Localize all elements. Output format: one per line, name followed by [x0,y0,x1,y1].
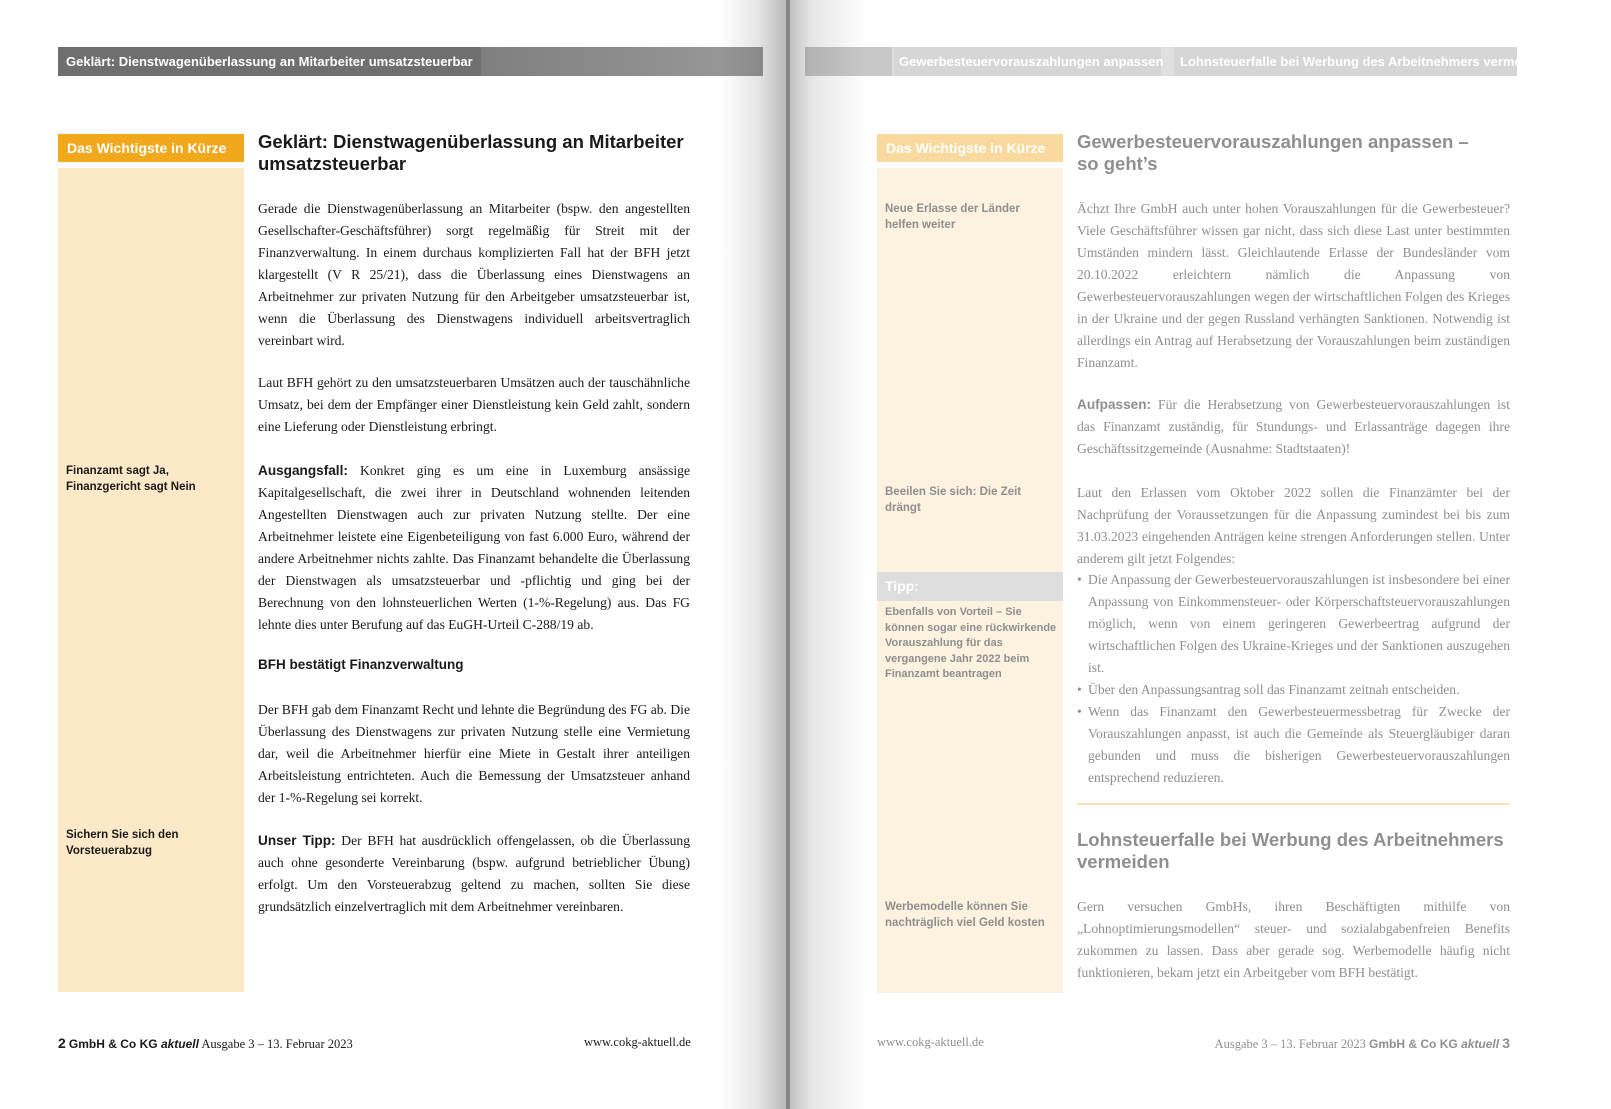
article-paragraph-ausgangsfall [258,460,690,636]
article-subhead: BFH bestätigt Finanzverwaltung [258,657,464,672]
gewerbesteuer-bullet-list [1077,569,1510,789]
side-note-finanzamt: Finanzamt sagt Ja, Finanzgericht sagt Nein [66,465,196,493]
publication-name-italic: aktuell [1461,1037,1500,1051]
publication-name [1369,1037,1499,1051]
ausgangsfall-text: Konkret ging es um eine in Luxemburg ansässige Kapitalgesellschaft, die zwei ihrer in Deutschland wohnenden leitenden Angestellten Dienstwagen auch zur privaten Nutzung stellte. Der eine Arbeitnehmer leistete eine Eigenbeteiligung von fast 6.000 Euro, während der andere Arbeitnehmer nichts zahlte. Das Finanzamt behandelte die Überlassung der Dienstwagen als umsatzsteuerbar und -pflichtig und ging bei der Berechnung von den lohnsteuerlichen Werten (1-%-Regelung) aus. Das FG lehnte dies unter Berufung auf das EuGH-Urteil C-288/19 ab. [258,463,690,632]
header-bar [58,47,763,76]
publication-name [69,1037,199,1051]
header-bar-title: Geklärt: Dienstwagenüberlassung an Mitarbeiter umsatzsteuerbar [58,47,481,76]
page-number: 3 [1502,1035,1510,1051]
aufpassen-lead: Aufpassen: [1077,397,1152,412]
article-title-lohnsteuerfalle: Lohnsteuerfalle bei Werbung des Arbeitnehmers vermeiden [1077,829,1504,872]
footer-left [58,1035,353,1052]
side-note-zeit: Beeilen Sie sich: Die Zeit drängt [885,486,1022,514]
tipp-lead: Unser Tipp: [258,833,336,848]
publication-name-main: GmbH & Co KG [68,1037,158,1051]
right-page [786,0,1611,1109]
footer-right [1215,1035,1510,1052]
gewerbesteuer-paragraph-erlasse: Laut den Erlassen vom Oktober 2022 sollen die Finanzämter bei der Nachprüfung der Voraussetzungen für die Anpassung zumindest bei bis zum 31.03.2023 eingehenden Anträgen keine strengen Anforderungen stellen. Unter anderem gilt jetzt Folgendes: [1077,485,1510,566]
publication-name-main: GmbH & Co KG [1369,1037,1458,1051]
kurz-box-sidebar [58,168,244,992]
article-paragraph-tipp [258,830,690,918]
gewerbesteuer-paragraph-intro: Ächzt Ihre GmbH auch unter hohen Vorauszahlungen für die Gewerbesteuer? Viele Geschäftsführer wissen gar nicht, dass sich diese Last unter bestimmten Umständen mindern lässt. Gleichlautende Erlasse der Bundesländer vom 20.10.2022 erleichtern nämlich die Anpassung von Gewerbesteuervorauszahlungen wegen der wirtschaftlichen Folgen des Krieges in der Ukraine und der gegen Russland verhängten Sanktionen. Notwendig ist allerdings ein Antrag auf Herabsetzung der Vorauszahlungen beim zuständigen Finanzamt. [1077,201,1510,370]
article-divider [1077,803,1510,805]
article-paragraph-bfh: Laut BFH gehört zu den umsatzsteuerbaren Umsätzen auch der tauschähnliche Umsatz, bei dem der Empfänger einer Dienstleistung kein Geld zahlt, sondern eine Lieferung oder Dienstleistung erbringt. [258,375,690,434]
article-title-gewerbesteuer: Gewerbesteuervorauszahlungen anpassen – so geht’s [1077,131,1469,174]
tipp-text: Ebenfalls von Vorteil – Sie können sogar eine rückwirkende Vorauszahlung für das vergangene Jahr 2022 beim Finanzamt beantragen [885,606,1057,680]
bullet-item: • Über den Anpassungsantrag soll das Finanzamt zeitnah entscheiden. [1077,679,1510,701]
bullet-item: • Die Anpassung der Gewerbesteuervorauszahlungen ist insbesondere bei einer Anpassung von Einkommensteuer- oder Körperschaftsteuervorauszahlungen möglich, wenn von einem geringeren Gewerbeertrag aufgrund der wirtschaftlichen Folgen des Ukraine-Krieges und der Sanktionen auszugehen ist. [1077,569,1510,679]
article-paragraph-bfh-decision: Der BFH gab dem Finanzamt Recht und lehnte die Begründung des FG ab. Die Überlassung des Dienstwagens zur privaten Nutzung stelle eine Vermietung dar, weil die Arbeitnehmer hierfür eine Miete in Gestalt ihrer anteiligen Arbeitsleistung entrichteten. Auch die Bemessung der Umsatzsteuer anhand der 1-%-Regelung sei korrekt. [258,702,690,805]
side-note-vorsteuerabzug: Sichern Sie sich den Vorsteuerabzug [66,829,179,857]
article-paragraph-intro: Gerade die Dienstwagenüberlassung an Mitarbeiter (bspw. den angestellten Gesellschafter-Geschäftsführer) sorgt regelmäßig für Streit mit der Finanzverwaltung. In einem durchaus komplizierten Fall hat der BFH jetzt klargestellt (V R 25/21), dass die Überlassung eines Dienstwagens an Arbeitnehmer zur privaten Nutzung für den Arbeitgeber umsatzsteuerbar ist, wenn die Überlassung des Dienstwagens individuell arbeitsvertraglich vereinbart wird. [258,201,690,348]
header-bar-spacer [805,47,892,76]
gewerbesteuer-paragraph-aufpassen [1077,394,1510,460]
tipp-label: Tipp: [885,578,919,594]
kurz-box-title: Das Wichtigste in Kürze [58,134,244,162]
page-number: 2 [58,1035,66,1051]
left-page [0,0,786,1109]
article-title: Geklärt: Dienstwagenüberlassung an Mitarbeiter umsatzsteuerbar [258,131,684,174]
tipp-box-header [877,572,1063,601]
issue-date: Ausgabe 3 – 13. Februar 2023 [201,1037,353,1051]
lohnsteuerfalle-paragraph: Gern versuchen GmbHs, ihren Beschäftigten mithilfe von „Lohnoptimierungsmodellen“ steuer- und sozialabgabenfreien Benefits zukommen zu lassen. Dass aber gerade sog. Werbemodelle häufig nicht funktionieren, bekam jetzt ein Arbeitgeber vom BFH bestätigt. [1077,899,1510,980]
issue-date: Ausgabe 3 – 13. Februar 2023 [1214,1037,1366,1051]
publication-name-italic: aktuell [160,1037,199,1051]
header-tab-lohnsteuerfalle[interactable]: Lohnsteuerfalle bei Werbung des Arbeitnehmers vermeiden [1174,47,1517,76]
tipp-text: Der BFH hat ausdrücklich offengelassen, ob die Überlassung auch ohne gesonderte Vereinbarung (bspw. aufgrund betrieblicher Übung) erfolgt. Um den Vorsteuerabzug geltend zu machen, sollten Sie diese grundsätzlich einzelvertraglich mit dem Arbeitnehmer vereinbaren. [258,833,690,914]
side-note-erlasse: Neue Erlasse der Länder helfen weiter [885,203,1020,231]
bullet-item: • Wenn das Finanzamt den Gewerbesteuermessbetrag für Zwecke der Vorauszahlungen anpasst, ist auch die Gemeinde als Steuergläubiger daran gebunden und muss die bisherigen Gewerbesteuervorauszahlungen entsprechend reduzieren. [1077,701,1510,789]
header-bar [805,47,1549,76]
aufpassen-text: Für die Herabsetzung von Gewerbesteuervorauszahlungen ist das Finanzamt zuständig, für Stundungs- und Erlassanträge dagegen ihre Geschäftssitzgemeinde (Ausnahme: Stadtstaaten)! [1077,397,1510,456]
footer-url[interactable]: www.cokg-aktuell.de [584,1035,691,1049]
footer-url[interactable]: www.cokg-aktuell.de [877,1035,984,1049]
side-note-werbemodelle: Werbemodelle können Sie nachträglich viel Geld kosten [885,901,1045,929]
kurz-box-title: Das Wichtigste in Kürze [877,134,1063,162]
ausgangsfall-lead: Ausgangsfall: [258,463,348,478]
header-tab-gewerbesteuer[interactable]: Gewerbesteuervorauszahlungen anpassen [894,47,1161,76]
